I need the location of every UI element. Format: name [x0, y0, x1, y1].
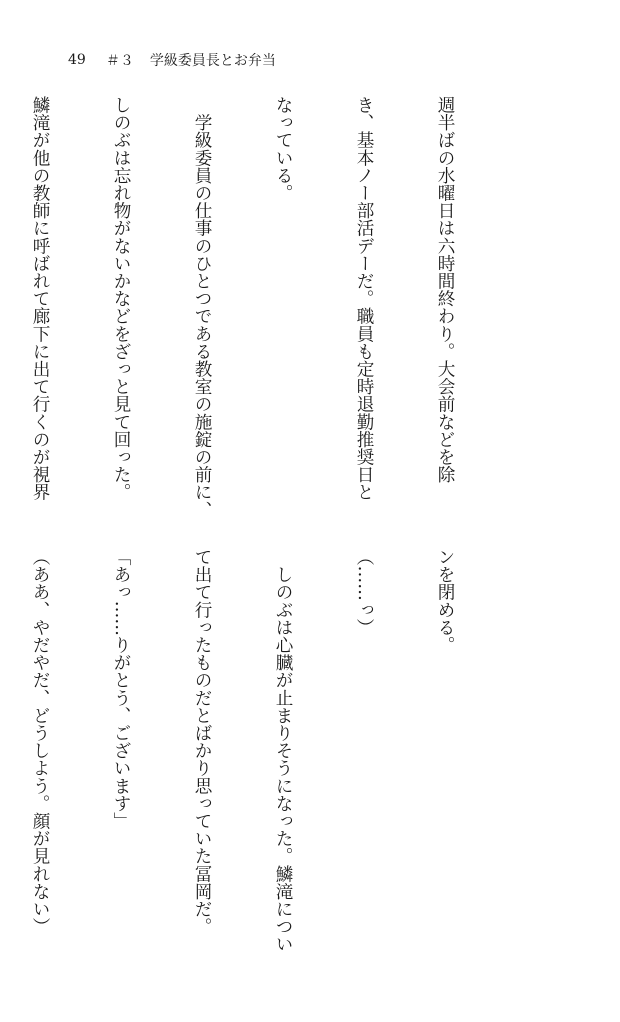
lower-text-block	[30, 548, 512, 953]
text-line: ンを閉める。	[435, 548, 455, 654]
text-line: しのぶは忘れ物がないかなどをざっと見て回った。	[111, 96, 131, 501]
text-line: なっている。	[273, 96, 293, 202]
text-line: 鱗滝が他の教師に呼ばれて廊下に出て行くのが視界	[30, 96, 50, 501]
chapter-title: 学級委員長とお弁当	[149, 53, 276, 69]
text-line: 週半ばの水曜日は六時間終わり。大会前などを除	[435, 96, 455, 484]
upper-text-block	[30, 96, 512, 519]
running-header	[68, 50, 276, 70]
chapter-label: ＃３	[105, 53, 134, 69]
text-line: 「あっ……りがとう、ございます」	[111, 548, 131, 830]
text-line: （……っ）	[354, 548, 374, 636]
text-line: （ああ、やだやだ、どうしよう。顔が見れない）	[30, 548, 50, 936]
page-number: 49	[68, 52, 86, 68]
text-line: しのぶは心臓が止まりそうになった。鱗滝につい	[273, 548, 293, 953]
text-line: き、基本ノー部活デーだ。職員も定時退勤推奨日と	[354, 96, 374, 501]
text-line: 学級委員の仕事のひとつである教室の施錠の前に、	[192, 96, 212, 519]
text-line: て出て行ったものだとばかり思っていた冨岡だ。	[192, 548, 212, 936]
